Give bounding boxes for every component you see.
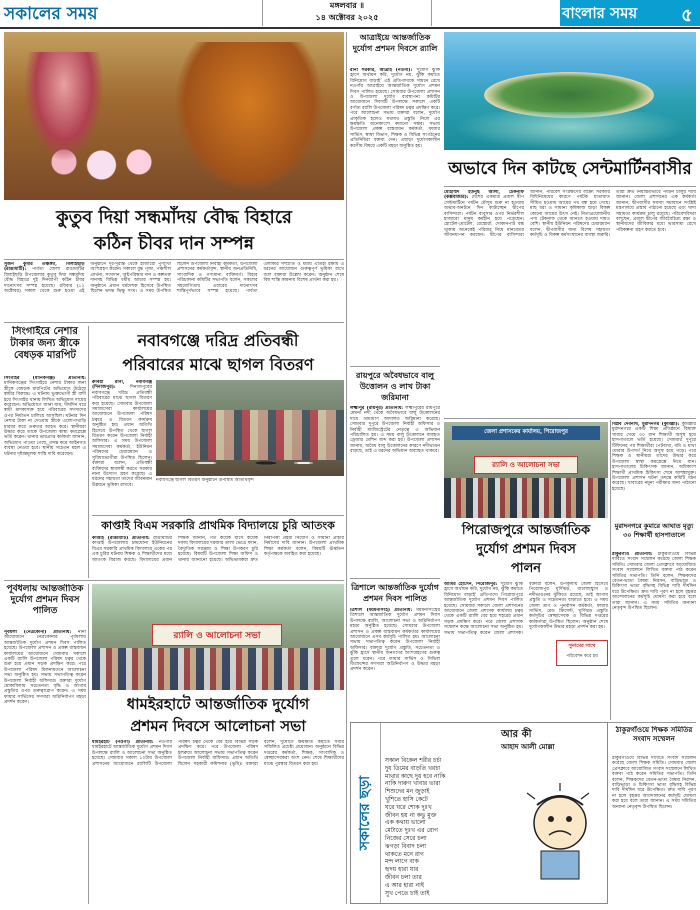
- photo-monk-robe: [174, 42, 324, 192]
- murapara-text: কুমিল্লার মুরাদনগরে একটি শিক্ষা প্রতিষ্ঠানে বিষাক্ত খাবার খেয়ে ৩০ জন শিক্ষার্থী অসুস্থ হয়ে হাসপাতালে ভর্তি হয়েছে। সোমবার দুপুরে টিফিনের পর শিক্ষার্থীরা পেটব্যথা, বমি ও মাথা ঘোরার উপসর্গ নিয়ে অসুস্থ হয়ে পড়ে। পরে শিক্ষক ও স্থানীয়রা তাদের উদ্ধার করে উপজেলা স্বাস্থ্য কমপ্লেক্সে নিয়ে যান। হাসপাতালের চিকিৎসক জানান, অধিকাংশ শিক্ষার্থী প্রাথমিক চিকিৎসা শেষে আশঙ্কামুক্ত। উপজেলা প্রশাসন ঘটনা তদন্তে কমিটি গঠন করেছে। খাবারের নমুনা পরীক্ষার জন্য পাঠানো হয়েছে।: [612, 422, 696, 492]
- cartoon-face-icon: [523, 783, 597, 883]
- masthead-day: মঙ্গলবার ॥: [329, 1, 365, 10]
- rule: [4, 580, 344, 581]
- rule: [444, 186, 696, 187]
- kaptai-text: রাঙামাটির কাপ্তাই উপজেলার চন্দ্রঘোনা ইউনিয়নের বিএম সরকারি প্রাথমিক বিদ্যালয়ে একের পর এক চুরির ঘটনায় শিক্ষক ও শিক্ষার্থীদের মধ্যে আতংক বিরাজ করছে। বিদ্যালয়ের প্রধান শিক্ষক জানান, গত কয়েক মাসে কয়েক দফায় বিদ্যালয়ের দরজার তালা ভেঙে ফ্যান, বৈদ্যুতিক সরঞ্জাম ও শিক্ষা উপকরণ চুরি হয়েছে। বিষয়টি উপজেলা শিক্ষা অফিস ও থানায় জানানো হয়েছে। অভিভাবকরা দ্রুত নিরাপত্তা প্রহরী নিয়োগ ও সীমানা প্রাচীর নির্মাণের দাবি জানান। উপজেলা প্রাথমিক শিক্ষা কর্মকর্তা বলেন, বিষয়টি ঊর্ধ্বতন কর্তৃপক্ষকে অবহিত করা হয়েছে।: [92, 536, 344, 563]
- kutub-body: [4, 262, 344, 318]
- nawabganj-caption: নবাবগঞ্জে ছাগল বিতরণ অনুষ্ঠানে উপস্থিত অতিথিবৃন্দ: [156, 478, 254, 483]
- kutub-headline-2: কঠিন চীবর দান সম্পন্ন: [93, 233, 255, 254]
- poem-line: সকাল বিকেল শরীর চর্চা: [385, 757, 442, 764]
- kutub-byline: সুজন কুমার তঞ্চঙ্গ্যা, বিলাইছড়ি (রাঙামাটি):: [4, 262, 85, 273]
- pirojpur-banner-text: র‌্যালি ও আলোচনা সভা: [492, 461, 560, 469]
- singair-headline: সিংগাইরে নেশার টাকার জন্য স্ত্রীকে বেধড়ক মারপিট: [10, 326, 80, 361]
- rule: [88, 584, 89, 904]
- murapara-byline: বিপ্লব দেবনাথ, মুরাদনগর (কুমিল্লা):: [612, 422, 680, 427]
- trishal-body: [350, 608, 440, 716]
- poem-line: খুশিতে হাসি কেটে: [385, 795, 428, 803]
- thakurgaon-body-top: [612, 552, 696, 720]
- kutub-photo: [4, 32, 344, 200]
- pirojpur-byline: আমির হোসেন, পিরোজপুর:: [444, 582, 498, 587]
- raipur-headline: রায়পুরে অবৈধভাবে বালু উত্তোলন ও লাখ টাকা জরিমানা: [356, 371, 434, 402]
- masthead-right-logo: বাংলার সময়: [562, 4, 638, 22]
- dhamoirhat-photo: [92, 584, 344, 690]
- saintmartin-photo: [444, 32, 696, 150]
- nawabganj-photo: [156, 380, 344, 476]
- singair-text: মানিকগঞ্জের সিংগাইরে নেশার টাকার জন্য স্ত্রীকে বেধড়ক মারপিটের অভিযোগ উঠেছে স্বামীর বিরুদ্ধে। এ ঘটনায় ভুক্তভোগী স্ত্রী বাদী হয়ে সিংগাইর থানায় লিখিত অভিযোগ দায়ের করেছেন। অভিযোগে জানা যায়, দীর্ঘদিন ধরে স্বামী মাদকাসক্ত হয়ে পরিবারের সদস্যদের ওপর নির্যাতন চালিয়ে আসছিল। ঘটনার দিন নেশার টাকা না দেওয়ায় স্ত্রীকে এলোপাথাড়ি মারধর করে গুরুতর আহত করে। স্থানীয়রা উদ্ধার করে তাকে উপজেলা স্বাস্থ্য কমপ্লেক্সে ভর্তি করেন। থানার ভারপ্রাপ্ত কর্মকর্তা জানান, অভিযোগ পাওয়া গেছে, তদন্ত করে আইনগত ব্যবস্থা নেওয়া হবে। স্থানীয় সচেতন মহল এ ঘটনার দৃষ্টান্তমূলক শাস্তি দাবি করেছেন।: [4, 381, 86, 457]
- pirojpur-banner: [474, 456, 578, 474]
- page-number: ৫: [681, 5, 693, 26]
- pirojpur-headline-2: দুর্যোগ প্রশমন দিবস: [476, 542, 576, 557]
- purbadhala-headline: পূর্বধলায় আন্তর্জাতিক দুর্যোগ প্রশমন দিবস পালিত: [6, 584, 84, 616]
- photo-goats: [176, 450, 326, 476]
- photo-crowd: [444, 478, 608, 518]
- raipur-text: লক্ষ্মীপুরের রায়পুরে মেঘনা নদী থেকে অবৈধভাবে বালু উত্তোলনের দায়ে ভ্রাম্যমাণ আদালত জরিমানা করেছে। সোমবার দুপুরে উপজেলা নির্বাহী অফিসার ও নির্বাহী ম্যাজিস্ট্রেটের নেতৃত্বে এ অভিযান পরিচালিত হয়। এ সময় বালু উত্তোলনে ব্যবহৃত ড্রেজার মেশিন জব্দ করা হয়। উপজেলা প্রশাসন জানায়, অবৈধ বালু উত্তোলনের কারণে নদীভাঙন বাড়ছে, তাই এ ধরনের অভিযান অব্যাহত থাকবে।: [350, 406, 440, 455]
- poem-logo-bar: [351, 723, 381, 903]
- nawabganj-headline-1: নবাবগঞ্জে দরিদ্র প্রতিবন্ধী: [137, 331, 299, 350]
- trishal-headline: ত্রিশালে আন্তর্জাতিক দুর্যোগ প্রশমন দিবস পালিত: [351, 583, 439, 603]
- poem-logo: সকালের ছড়া: [357, 775, 373, 851]
- nawabganj-byline: রুবিয়া রানা, নবাবগঞ্জ (দিনাজপুর):: [92, 380, 152, 391]
- pirojpur-headline-3: পালন: [510, 561, 542, 576]
- photo-crowd: [92, 648, 344, 690]
- poem-line: জীবন চলা তার: [385, 873, 422, 881]
- murapara-headline: মুরাদনগরে কুমারে আঘাত মৃত্যু ৩০ শিক্ষার্থী হাসপাতালে: [614, 522, 694, 539]
- poem-line: শিশুদের মন জুড়াই: [385, 788, 430, 796]
- atrai-byline: রানা সরকার, আত্রাই (নওগাঁ):: [350, 68, 413, 73]
- dhamoirhat-banner-text: র‌্যালি ও আলোচনা সভা: [173, 630, 261, 641]
- poem-line: নিজের সেরে চলা: [385, 834, 427, 842]
- ad-line2: পরিবেশন করে হয়: [566, 654, 598, 659]
- singair-body: [4, 376, 86, 574]
- rule: [350, 366, 440, 367]
- rule: [4, 259, 344, 260]
- poem-line: মাথার কাছে দুধ হবে নাকি: [385, 772, 446, 780]
- nawabganj-text: দিনাজপুরের নবাবগঞ্জে দরিদ্র প্রতিবন্ধী পরিবারের মাঝে ছাগল বিতরণ করা হয়েছে। সোমবার উপজেলা সমাজসেবা কার্যালয়ের আয়োজনে উপজেলা পরিষদ চত্বরে এ বিতরণ কার্যক্রম অনুষ্ঠিত হয়। প্রধান অতিথি হিসেবে উপস্থিত থেকে ছাগল বিতরণ করেন উপজেলা নির্বাহী অফিসার। এ সময় উপজেলা সমাজসেবা কর্মকর্তা, ইউনিয়ন পরিষদের চেয়ারম্যান ও সুবিধাভোগীরা উপস্থিত ছিলেন। বক্তারা বলেন, প্রতিবন্ধী ব্যক্তিদের স্বাবলম্বী করতে সরকার নানা উদ্যোগ গ্রহণ করেছে। এ ধরনের সহায়তা তাদের জীবনমান উন্নয়নে ভূমিকা রাখবে।: [92, 385, 152, 488]
- masthead: [0, 0, 700, 26]
- dhamoirhat-byline: ধামইরহাট (নওগাঁ) প্রতিনিধি:: [92, 740, 154, 745]
- purbadhala-text: নানা আয়োজনে নেত্রকোনার পূর্বধলায় আন্তর্জাতিক দুর্যোগ প্রশমন দিবস পালিত হয়েছে। উপজেলা প্রশাসন ও প্রকল্প বাস্তবায়ন কার্যালয়ের আয়োজনে সোমবার সকালে একটি র‌্যালি উপজেলা পরিষদ চত্বর থেকে শুরু হয়ে প্রধান সড়ক প্রদক্ষিণ করে। পরে উপজেলা পরিষদ মিলনায়তনে আলোচনা সভা অনুষ্ঠিত হয়। সভায় সভাপতিত্ব করেন উপজেলা নির্বাহী অফিসার। বক্তারা দুর্যোগ মোকাবিলায় সচেতনতা বৃদ্ধি ও আগাম প্রস্তুতির ওপর গুরুত্বারোপ করেন। এ সময় ফায়ার সার্ভিসের সদস্যরা অগ্নিনির্বাপণ মহড়া প্রদর্শন করেন।: [4, 630, 86, 706]
- rule: [350, 578, 440, 579]
- raipur-body: [350, 406, 440, 576]
- murapara-column: [612, 422, 696, 518]
- saintmartin-body: [444, 190, 696, 416]
- purbadhala-body: [4, 630, 86, 902]
- pirojpur-headline-1: পিরোজপুরে আন্তর্জাতিক: [461, 523, 591, 538]
- pirojpur-photo: [444, 422, 608, 518]
- dhamoirhat-banner: [152, 624, 282, 646]
- poem-title: আর কী: [501, 729, 532, 740]
- kutub-text: পার্বত্য জেলা রাঙামাটির বিলাইছড়ি উপজেলার কুতুব দিয়া সন্ধমাঁদয় বৌদ্ধ বিহারে দুই দিনব্যাপী কঠিন চীবর দানোৎসব সম্পন্ন হয়েছে। রবিবার (১২ অক্টোবর) সকাল থেকে শুরু হওয়া এই অনুষ্ঠানে দূর-দূরান্ত থেকে হাজারো পুণ্যার্থী অংশগ্রহণ করেন। সকালে বুদ্ধ পূজা, পঞ্চশীল প্রার্থনা, সংঘদান, অষ্টপরিষ্কার দান ও কল্পতরু দানসহ বিভিন্ন ধর্মীয় আচার সম্পন্ন হয়। অনুষ্ঠানে প্রধান ধর্মদেশক হিসেবে উপস্থিত ছিলেন ভদন্ত ভিক্ষু সংঘ। এ সময় উপস্থিত ছিলেন উপজেলা নির্বাহী কর্মকর্তা, উপজেলা প্রশাসনের কর্মকর্তাবৃন্দ, স্থানীয় জনপ্রতিনিধি, সাংবাদিক ও গণ্যমান্য ব্যক্তিবর্গ। বিহার পরিচালনা কমিটির সভাপতি বলেন, সকলের সহযোগিতায় এবারের দানোৎসব শান্তিপূর্ণভাবে সম্পন্ন হয়েছে। পার্বত্য এলাকার সম্প্রীতি ও ধর্মীয় ঐতিহ্য রক্ষায় এ ধরনের আয়োজন গুরুত্বপূর্ণ ভূমিকা রাখে বলে বক্তারা উল্লেখ করেন। অনুষ্ঠান শেষে বিশ্ব শান্তি কামনায় বিশেষ প্রার্থনা করা হয়।: [4, 262, 344, 295]
- poem-line: ঘরে ঘরে শোক দুঃখ: [385, 803, 432, 811]
- kaptai-headline: কাপ্তাই বিএম সরকারি প্রাথমিক বিদ্যালয়ে চুরি আতংক: [101, 519, 335, 532]
- masthead-rule: [0, 27, 700, 29]
- pirojpur-text: ‘দুর্যোগ ঝুঁকি হ্রাসে অর্থায়ন করি, দুর্যোগ নয়, ঝুঁকি কমাতে বিনিয়োগ বাড়াই’ প্রতিপাদ্যে পিরোজপুরে আন্তর্জাতিক দুর্যোগ প্রশমন দিবস পালিত হয়েছে। সোমবার সকালে জেলা প্রশাসনের আয়োজনে জেলা প্রশাসক কার্যালয় চত্বর থেকে একটি র‌্যালি বের হয়ে শহরের প্রধান সড়ক প্রদক্ষিণ করে। পরে জেলা প্রশাসক সম্মেলন কক্ষে আলোচনা সভা অনুষ্ঠিত হয়। সভায় সভাপতিত্ব করেন জেলা প্রশাসক। বক্তারা বলেন, উপকূলীয় জেলা হিসেবে পিরোজপুর ঘূর্ণিঝড়, জলোচ্ছ্বাস ও নদীভাঙনের ঝুঁকিতে রয়েছে, তাই আগাম প্রস্তুতি ও সচেতনতা বাড়াতে হবে। এ সময় জেলা ত্রাণ ও পুনর্বাসন কর্মকর্তা, ফায়ার সার্ভিস, রেড ক্রিসেন্ট, ঘূর্ণিঝড় প্রস্তুতি কর্মসূচির স্বেচ্ছাসেবক ও বিভিন্ন দপ্তরের কর্মকর্তারা উপস্থিত ছিলেন। অনুষ্ঠান শেষে দুর্যোগকালীন উদ্ধার মহড়া প্রদর্শন করা হয়।: [444, 582, 608, 636]
- dhamoirhat-headline-1: ধামইরহাটে আন্তর্জাতিক দুর্যোগ: [126, 695, 310, 713]
- thakurgaon-byline: ঠাকুরগাঁও প্রতিনিধি:: [612, 552, 653, 557]
- rule: [4, 322, 344, 323]
- thakurgaon-text-cont: ঠাকুরগাঁওয়ে বিভিন্ন দাবিতে সংবাদ সম্মেলন করেছে জেলা শিক্ষক সমিতি। সোমবার জেলা প্রেসক্লাবে আয়োজিত সংবাদ সম্মেলনে লিখিত বক্তব্য পাঠ করেন সমিতির সভাপতি। তিনি বলেন, শিক্ষকদের বেতন-ভাতা বৈষম্য নিরসন, বাড়িভাড়া ও চিকিৎসা ভাতা বৃদ্ধিসহ বিভিন্ন দাবি দীর্ঘদিন ধরে উপেক্ষিত। দ্রুত দাবি পূরণ না হলে বৃহত্তর আন্দোলনের কর্মসূচি ঘোষণা করা হবে বলে তারা জানান। এ সময় সমিতির অন্যান্য নেতৃবৃন্দ উপস্থিত ছিলেন।: [612, 756, 696, 810]
- trishal-text: ময়মনসিংহের ত্রিশালে আন্তর্জাতিক দুর্যোগ প্রশমন দিবস উপলক্ষে র‌্যালি, আলোচনা সভা ও অগ্নিনির্বাপণ মহড়া অনুষ্ঠিত হয়েছে। সোমবার উপজেলা প্রশাসন ও প্রকল্প বাস্তবায়ন কর্মকর্তার কার্যালয়ের আয়োজনে এসব কর্মসূচি পালিত হয়। আলোচনা সভায় সভাপতিত্ব করেন উপজেলা নির্বাহী অফিসার। বক্তারা দুর্যোগ প্রস্তুতি, সচেতনতা ও ঝুঁকি হ্রাসে স্থানীয় জনগণের অংশগ্রহণের গুরুত্ব তুলে ধরেন। পরে ফায়ার সার্ভিস ও সিভিল ডিফেন্সের সদস্যরা অগ্নিনির্বাপণ ও উদ্ধার মহড়া প্রদর্শন করেন।: [350, 608, 440, 673]
- poem-line: নাকি দারুণ খাবার ভারা: [385, 780, 441, 788]
- nawabganj-body: [92, 380, 152, 512]
- photo-reef: [454, 112, 686, 150]
- rule: [346, 32, 347, 904]
- trishal-byline: ত্রিশাল (ময়মনসিংহ) প্রতিনিধি:: [350, 608, 413, 613]
- atrai-text: ‘দুর্যোগ ঝুঁকি হ্রাসে অর্থায়ন করি, দুর্যোগ নয়, ঝুঁকি কমাতে বিনিয়োগ বাড়াই’ এই প্রতিপাদ্যকে সামনে রেখে নওগাঁর আত্রাইয়ে আন্তর্জাতিক দুর্যোগ প্রশমন দিবস পালিত হয়েছে। সোমবার উপজেলা প্রশাসন ও উপজেলা দুর্যোগ ব্যবস্থাপনা কমিটির আয়োজনে দিবসটি উপলক্ষে সকালে একটি বর্ণাঢ্য র‌্যালি উপজেলা পরিষদ চত্বর প্রদক্ষিণ করে। পরে আলোচনা সভায় বক্তারা বলেন, দুর্যোগ প্রাকৃতিক হলেও যথাযথ প্রস্তুতি নিলে এর ক্ষয়ক্ষতি অনেকাংশে কমানো সম্ভব। সভায় উপজেলা প্রকল্প বাস্তবায়ন কর্মকর্তা, ফায়ার সার্ভিস, স্বাস্থ্য বিভাগ, শিক্ষক ও বিভিন্ন সংগঠনের প্রতিনিধিরা বক্তব্য দেন। এছাড়া দুর্যোগকালীন করণীয় বিষয়ে একটি মহড়া অনুষ্ঠিত হয়।: [350, 68, 440, 149]
- poem-line: ঝগড়া বিবাদ চলা: [385, 842, 427, 850]
- saintmartin-text: দেশের একমাত্র প্রবাল দ্বীপ সেন্টমার্টিনে পর্যটন মৌসুম শুরু না হওয়ায় অভাব-অনটনে দিন কাটাচ্ছেন দ্বীপের বাসিন্দারা। পর্যটন ব্যবসার ওপর নির্ভরশীল হাজারো মানুষ কর্মহীন হয়ে পড়েছেন। হোটেল-মোটেল, রেস্তোরাঁ, দোকানপাট বন্ধ থাকায় অনেকেই পরিবার নিয়ে মানবেতর জীবনযাপন করছেন। দ্বীপের বাসিন্দারা জানান, পরিবেশ সংরক্ষণের লক্ষ্যে সরকারি বিধিনিষেধের কারণে পর্যটক যাতায়াত সীমিত হওয়ায় আয়ের পথ বন্ধ হয়ে গেছে। মাছ ধরা ও সামান্য কৃষিকাজ ছাড়া বিকল্প কোনো আয়ের উৎস নেই। নিত্যপ্রয়োজনীয় পণ্য টেকনাফ থেকে আনতে হওয়ায় দামও বেশি। স্থানীয় ইউনিয়ন পরিষদের চেয়ারম্যান বলেন, দ্বীপবাসীর জন্য বিশেষ সহায়তা কর্মসূচি ও বিকল্প কর্মসংস্থানের ব্যবস্থা জরুরি। তারা দ্রুত নিয়ন্ত্রিতভাবে পর্যটন চালুর দাবি জানান। জেলা প্রশাসনের এক কর্মকর্তা জানান, দ্বীপবাসীর সমস্যা সমাধানে সংশ্লিষ্ট মন্ত্রণালয়ে প্রস্তাব পাঠানো হয়েছে এবং খাদ্য সহায়তা কার্যক্রম চালু রয়েছে। পরিবেশবিদরা বলছেন, প্রবাল দ্বীপের জীববৈচিত্র্য রক্ষা ও স্থানীয়দের জীবিকার মধ্যে ভারসাম্য রেখে পরিকল্পনা গ্রহণ করতে হবে।: [444, 190, 696, 239]
- poem-box: [350, 722, 608, 904]
- atrai-body: [350, 68, 440, 364]
- masthead-date: ১৪ অক্টোবর ২০২৫: [315, 13, 379, 22]
- thakurgaon-headline: ঠাকুরগাঁওয়ে শিক্ষক সমিতির সংবাদ সম্মেলন: [615, 726, 693, 743]
- rule: [88, 326, 89, 578]
- poem-line: এক কথায় ভালো: [385, 819, 426, 827]
- poem-line: মেটাতে দুঃখ এর রোগ: [385, 827, 438, 835]
- poem-lines: [385, 757, 495, 901]
- saintmartin-headline: অভাবে দিন কাটছে সেন্টমার্টিনবাসীর: [448, 159, 692, 179]
- dhamoirhat-headline-2: প্রশমন দিবসে আলোচনা সভা: [130, 717, 306, 735]
- poem-line: জীবন হয় না কভু মুক্ত: [385, 811, 437, 819]
- thakurgaon-text: ঠাকুরগাঁওয়ে বিভিন্ন দাবিতে সংবাদ সম্মেলন করেছে জেলা শিক্ষক সমিতি। সোমবার জেলা প্রেসক্লাবে আয়োজিত সংবাদ সম্মেলনে লিখিত বক্তব্য পাঠ করেন সমিতির সভাপতি। তিনি বলেন, শিক্ষকদের বেতন-ভাতা বৈষম্য নিরসন, বাড়িভাড়া ও চিকিৎসা ভাতা বৃদ্ধিসহ বিভিন্ন দাবি দীর্ঘদিন ধরে উপেক্ষিত। দ্রুত দাবি পূরণ না হলে বৃহত্তর আন্দোলনের কর্মসূচি ঘোষণা করা হবে বলে তারা জানান। এ সময় সমিতির অন্যান্য নেতৃবৃন্দ উপস্থিত ছিলেন।: [612, 552, 696, 612]
- masthead-left-logo: সকালের সময়: [4, 4, 98, 24]
- rule: [444, 418, 696, 419]
- kaptai-byline: কাপ্তাই (রাঙামাটি) প্রতিনিধি:: [92, 536, 150, 541]
- purbadhala-byline: পূর্বধলা (নেত্রকোনা) প্রতিনিধি:: [4, 630, 72, 635]
- pirojpur-banner-top: [452, 426, 600, 440]
- ad-box: [556, 640, 608, 666]
- rule: [92, 515, 344, 516]
- poem-line: দুধ ডিমের বাড়তি খরচা: [385, 764, 441, 772]
- pirojpur-banner-top-text: জেলা প্রশাসকের কার্যালয়, পিরোজপুর: [484, 429, 568, 435]
- poem-line: সুখ পেতে চাই তাই: [385, 889, 430, 897]
- raipur-byline: লক্ষ্মীপুর (রায়পুর) প্রতিনিধি:: [350, 406, 404, 411]
- poem-line: থাকতে মনে রাগ: [385, 850, 424, 858]
- atrai-headline: আত্রাইয়ে আন্তর্জাতিক দুর্যোগ প্রশমন দিবসে র‌্যালি: [352, 33, 438, 53]
- kaptai-body: [92, 536, 344, 578]
- poem-line: হৃদয় হারা যার: [385, 866, 419, 874]
- singair-byline: সিংগাইর (মানিকগঞ্জ) প্রতিনিধি:: [4, 376, 86, 381]
- ad-line1: সুনামের সাথে: [568, 643, 596, 649]
- rule: [610, 420, 611, 720]
- poem-line: মন্দ লাগে বাক: [385, 858, 419, 866]
- dhamoirhat-text: নওগাঁর ধামইরহাটে আন্তর্জাতিক দুর্যোগ প্রশমন দিবস উপলক্ষে র‌্যালি ও আলোচনা সভা অনুষ্ঠিত হয়েছে। সোমবার সকাল ১০টায় উপজেলা প্রশাসনের আয়োজনে র‌্যালিটি উপজেলা পরিষদ চত্বর থেকে বের হয়ে বিভিন্ন সড়ক প্রদক্ষিণ করে। পরে উপজেলা পরিষদ হলরুমে আলোচনা সভায় সভাপতিত্ব করেন উপজেলা নির্বাহী অফিসার। প্রধান অতিথি ছিলেন সহকারী কমিশনার (ভূমি)। বক্তারা বলেন, দুর্যোগে ক্ষয়ক্ষতি কমাতে সবার সম্মিলিত প্রচেষ্টা প্রয়োজন। অনুষ্ঠানে বিভিন্ন দপ্তরের কর্মকর্তা, শিক্ষক, সাংবাদিক ও স্বেচ্ছাসেবকরা অংশ নেন। শেষে শিক্ষার্থীদের মাঝে পুরস্কার বিতরণ করা হয়।: [92, 740, 344, 767]
- masthead-date-box: [262, 0, 432, 26]
- saintmartin-byline: মোহাম্মদ ইউনুছ আলী, টেকনাফ (কক্সবাজার):: [444, 190, 524, 201]
- thakurgaon-body: [612, 756, 696, 904]
- dhamoirhat-body: [92, 740, 344, 904]
- poem-line: এ আর হারা নাই: [385, 881, 424, 889]
- poem-author: আহাদ আলী মোল্লা: [501, 743, 555, 751]
- kutub-headline-1: কুতুব দিয়া সন্ধমাঁদয় বৌদ্ধ বিহারে: [56, 207, 292, 228]
- photo-people-left: [24, 52, 104, 162]
- nawabganj-headline-2: পরিবারের মাঝে ছাগল বিতরণ: [122, 355, 314, 374]
- poem-illustration: [523, 783, 597, 883]
